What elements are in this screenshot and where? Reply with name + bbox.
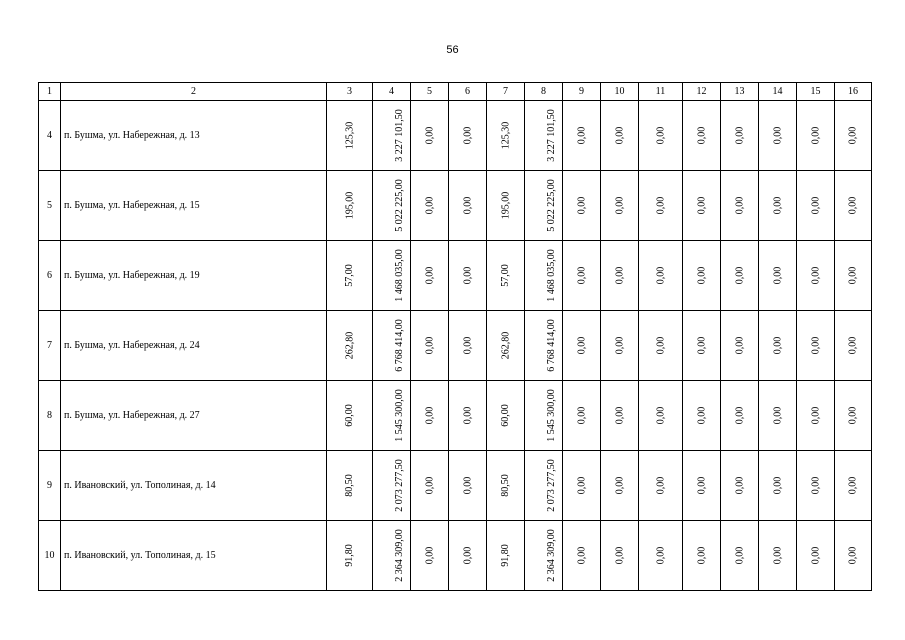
value-text: 0,00 — [810, 126, 821, 145]
value-cell — [487, 451, 525, 521]
value-text: 0,00 — [655, 126, 666, 145]
value-text: 0,00 — [810, 196, 821, 215]
value-cell — [563, 521, 601, 591]
value-text: 125,30 — [344, 121, 355, 150]
value-cell — [601, 101, 639, 171]
value-cell — [563, 451, 601, 521]
value-text: 0,00 — [655, 196, 666, 215]
value-text: 0,00 — [655, 406, 666, 425]
column-header: 5 — [411, 83, 449, 101]
value-cell — [683, 381, 721, 451]
value-cell — [411, 521, 449, 591]
value-cell — [327, 311, 373, 381]
row-number: 6 — [39, 241, 61, 311]
value-cell — [797, 521, 835, 591]
column-header: 14 — [759, 83, 797, 101]
data-table — [38, 82, 872, 591]
value-cell — [683, 311, 721, 381]
value-text: 3 227 101,50 — [393, 109, 405, 162]
column-header: 1 — [39, 83, 61, 101]
value-cell — [721, 381, 759, 451]
value-cell — [449, 381, 487, 451]
value-text: 0,00 — [655, 546, 666, 565]
value-text: 1 545 300,00 — [545, 389, 557, 442]
value-text: 0,00 — [424, 476, 435, 495]
value-text: 262,80 — [344, 331, 355, 360]
value-text: 91,80 — [344, 544, 355, 567]
value-cell — [797, 241, 835, 311]
value-text: 0,00 — [614, 546, 625, 565]
value-text: 0,00 — [772, 546, 783, 565]
value-cell — [759, 521, 797, 591]
value-text: 0,00 — [847, 336, 859, 355]
value-cell — [327, 521, 373, 591]
value-cell — [835, 241, 872, 311]
column-header: 6 — [449, 83, 487, 101]
value-cell — [835, 381, 872, 451]
value-text: 2 364 309,00 — [393, 529, 405, 582]
value-text: 0,00 — [614, 266, 625, 285]
address-cell: п. Бушма, ул. Набережная, д. 19 — [61, 241, 327, 311]
value-text: 0,00 — [576, 266, 587, 285]
value-cell — [327, 381, 373, 451]
value-text: 0,00 — [734, 266, 745, 285]
value-cell — [411, 171, 449, 241]
value-text: 0,00 — [696, 196, 707, 215]
value-text: 0,00 — [696, 266, 707, 285]
value-cell — [449, 101, 487, 171]
value-cell — [759, 451, 797, 521]
value-cell — [525, 101, 563, 171]
value-text: 0,00 — [462, 546, 473, 565]
address-cell: п. Бушма, ул. Набережная, д. 27 — [61, 381, 327, 451]
value-text: 0,00 — [734, 546, 745, 565]
value-text: 3 227 101,50 — [545, 109, 557, 162]
value-text: 0,00 — [810, 546, 821, 565]
value-cell — [449, 241, 487, 311]
value-text: 0,00 — [810, 476, 821, 495]
address-cell: п. Ивановский, ул. Тополиная, д. 15 — [61, 521, 327, 591]
value-cell — [601, 311, 639, 381]
value-cell — [721, 521, 759, 591]
value-cell — [411, 451, 449, 521]
column-header: 7 — [487, 83, 525, 101]
value-text: 0,00 — [810, 266, 821, 285]
table-row — [39, 101, 872, 171]
value-text: 5 022 225,00 — [545, 179, 557, 232]
row-number: 10 — [39, 521, 61, 591]
value-cell — [373, 381, 411, 451]
row-number: 5 — [39, 171, 61, 241]
value-text: 91,80 — [500, 544, 511, 567]
value-text: 0,00 — [847, 546, 859, 565]
value-text: 6 768 414,00 — [545, 319, 557, 372]
value-text: 0,00 — [696, 406, 707, 425]
column-header: 13 — [721, 83, 759, 101]
value-text: 0,00 — [810, 406, 821, 425]
value-cell — [797, 101, 835, 171]
value-cell — [639, 381, 683, 451]
value-cell — [683, 521, 721, 591]
value-cell — [563, 381, 601, 451]
header-row — [39, 83, 872, 101]
value-text: 0,00 — [424, 126, 435, 145]
value-text: 0,00 — [462, 336, 473, 355]
table-body — [39, 101, 872, 591]
value-text: 0,00 — [576, 126, 587, 145]
value-cell — [601, 381, 639, 451]
value-cell — [759, 311, 797, 381]
value-cell — [601, 451, 639, 521]
value-text: 0,00 — [614, 476, 625, 495]
row-number: 4 — [39, 101, 61, 171]
value-cell — [525, 311, 563, 381]
value-text: 0,00 — [576, 406, 587, 425]
table-row — [39, 521, 872, 591]
row-number: 8 — [39, 381, 61, 451]
value-cell — [835, 171, 872, 241]
value-text: 262,80 — [500, 331, 511, 360]
value-cell — [797, 311, 835, 381]
column-header: 8 — [525, 83, 563, 101]
value-text: 0,00 — [614, 196, 625, 215]
value-text: 0,00 — [576, 546, 587, 565]
value-cell — [835, 451, 872, 521]
value-text: 0,00 — [772, 196, 783, 215]
column-header: 15 — [797, 83, 835, 101]
value-text: 0,00 — [424, 336, 435, 355]
value-cell — [563, 101, 601, 171]
value-cell — [411, 101, 449, 171]
value-cell — [373, 311, 411, 381]
value-cell — [327, 451, 373, 521]
value-text: 57,00 — [500, 264, 511, 287]
value-text: 5 022 225,00 — [393, 179, 405, 232]
value-cell — [449, 521, 487, 591]
value-cell — [721, 311, 759, 381]
column-header: 9 — [563, 83, 601, 101]
value-cell — [797, 381, 835, 451]
value-cell — [639, 311, 683, 381]
column-header: 4 — [373, 83, 411, 101]
value-cell — [639, 451, 683, 521]
value-text: 0,00 — [424, 406, 435, 425]
column-header: 11 — [639, 83, 683, 101]
column-header: 2 — [61, 83, 327, 101]
value-text: 2 364 309,00 — [545, 529, 557, 582]
value-text: 0,00 — [734, 336, 745, 355]
value-text: 60,00 — [500, 404, 511, 427]
value-cell — [487, 311, 525, 381]
value-cell — [721, 171, 759, 241]
value-text: 0,00 — [462, 406, 473, 425]
value-text: 0,00 — [847, 196, 859, 215]
value-cell — [525, 381, 563, 451]
value-cell — [487, 241, 525, 311]
value-text: 2 073 277,50 — [545, 459, 557, 512]
value-cell — [797, 451, 835, 521]
column-header: 12 — [683, 83, 721, 101]
value-text: 0,00 — [772, 406, 783, 425]
value-text: 0,00 — [847, 476, 859, 495]
address-cell: п. Бушма, ул. Набережная, д. 15 — [61, 171, 327, 241]
table-row — [39, 451, 872, 521]
value-cell — [525, 451, 563, 521]
value-cell — [411, 311, 449, 381]
value-cell — [327, 171, 373, 241]
value-text: 57,00 — [344, 264, 355, 287]
value-text: 0,00 — [655, 476, 666, 495]
value-text: 0,00 — [696, 476, 707, 495]
value-cell — [759, 381, 797, 451]
value-text: 0,00 — [576, 196, 587, 215]
table-row — [39, 241, 872, 311]
value-cell — [373, 451, 411, 521]
value-cell — [683, 241, 721, 311]
row-number: 7 — [39, 311, 61, 381]
page-number: 56 — [446, 44, 459, 56]
value-text: 0,00 — [696, 126, 707, 145]
value-text: 0,00 — [734, 196, 745, 215]
value-text: 0,00 — [614, 336, 625, 355]
table-row — [39, 311, 872, 381]
value-text: 0,00 — [847, 266, 859, 285]
value-text: 0,00 — [772, 266, 783, 285]
value-cell — [683, 451, 721, 521]
value-cell — [835, 101, 872, 171]
address-cell: п. Ивановский, ул. Тополиная, д. 14 — [61, 451, 327, 521]
value-text: 0,00 — [614, 126, 625, 145]
value-text: 0,00 — [424, 196, 435, 215]
value-cell — [721, 241, 759, 311]
value-cell — [487, 381, 525, 451]
value-cell — [525, 171, 563, 241]
column-header: 10 — [601, 83, 639, 101]
value-cell — [449, 311, 487, 381]
value-cell — [639, 171, 683, 241]
value-text: 0,00 — [655, 266, 666, 285]
value-text: 0,00 — [696, 336, 707, 355]
row-number: 9 — [39, 451, 61, 521]
value-cell — [601, 241, 639, 311]
value-text: 195,00 — [500, 191, 511, 220]
value-text: 0,00 — [734, 406, 745, 425]
value-text: 0,00 — [424, 266, 435, 285]
value-text: 80,50 — [344, 474, 355, 497]
value-cell — [411, 381, 449, 451]
value-cell — [759, 171, 797, 241]
value-cell — [487, 171, 525, 241]
value-text: 0,00 — [462, 476, 473, 495]
value-text: 0,00 — [462, 126, 473, 145]
value-cell — [525, 241, 563, 311]
value-text: 0,00 — [576, 476, 587, 495]
value-text: 0,00 — [734, 126, 745, 145]
value-cell — [759, 241, 797, 311]
value-cell — [721, 101, 759, 171]
value-text: 80,50 — [500, 474, 511, 497]
value-cell — [563, 171, 601, 241]
address-cell: п. Бушма, ул. Набережная, д. 13 — [61, 101, 327, 171]
value-cell — [835, 521, 872, 591]
value-cell — [373, 171, 411, 241]
value-text: 125,30 — [500, 121, 511, 150]
value-cell — [639, 241, 683, 311]
value-cell — [373, 101, 411, 171]
value-text: 60,00 — [344, 404, 355, 427]
value-text: 0,00 — [772, 476, 783, 495]
value-text: 0,00 — [696, 546, 707, 565]
value-cell — [797, 171, 835, 241]
value-cell — [683, 101, 721, 171]
value-cell — [373, 521, 411, 591]
table-row — [39, 381, 872, 451]
value-text: 0,00 — [462, 196, 473, 215]
value-text: 0,00 — [424, 546, 435, 565]
value-cell — [601, 521, 639, 591]
value-cell — [487, 101, 525, 171]
value-text: 0,00 — [576, 336, 587, 355]
value-cell — [487, 521, 525, 591]
value-cell — [327, 241, 373, 311]
value-text: 0,00 — [847, 406, 859, 425]
value-text: 0,00 — [772, 336, 783, 355]
value-cell — [835, 311, 872, 381]
value-text: 195,00 — [344, 191, 355, 220]
value-cell — [683, 171, 721, 241]
value-text: 0,00 — [847, 126, 859, 145]
value-text: 0,00 — [462, 266, 473, 285]
value-text: 2 073 277,50 — [393, 459, 405, 512]
value-cell — [411, 241, 449, 311]
value-text: 1 468 035,00 — [545, 249, 557, 302]
value-cell — [449, 451, 487, 521]
value-text: 6 768 414,00 — [393, 319, 405, 372]
value-text: 0,00 — [810, 336, 821, 355]
address-cell: п. Бушма, ул. Набережная, д. 24 — [61, 311, 327, 381]
value-cell — [721, 451, 759, 521]
column-header: 3 — [327, 83, 373, 101]
value-cell — [601, 171, 639, 241]
value-cell — [373, 241, 411, 311]
value-cell — [639, 101, 683, 171]
value-cell — [563, 311, 601, 381]
table-row — [39, 171, 872, 241]
column-header: 16 — [835, 83, 872, 101]
value-text: 1 468 035,00 — [393, 249, 405, 302]
value-text: 0,00 — [655, 336, 666, 355]
value-cell — [639, 521, 683, 591]
value-text: 0,00 — [772, 126, 783, 145]
value-cell — [525, 521, 563, 591]
value-cell — [759, 101, 797, 171]
value-cell — [449, 171, 487, 241]
value-cell — [563, 241, 601, 311]
value-text: 0,00 — [734, 476, 745, 495]
value-text: 1 545 300,00 — [393, 389, 405, 442]
value-cell — [327, 101, 373, 171]
value-text: 0,00 — [614, 406, 625, 425]
